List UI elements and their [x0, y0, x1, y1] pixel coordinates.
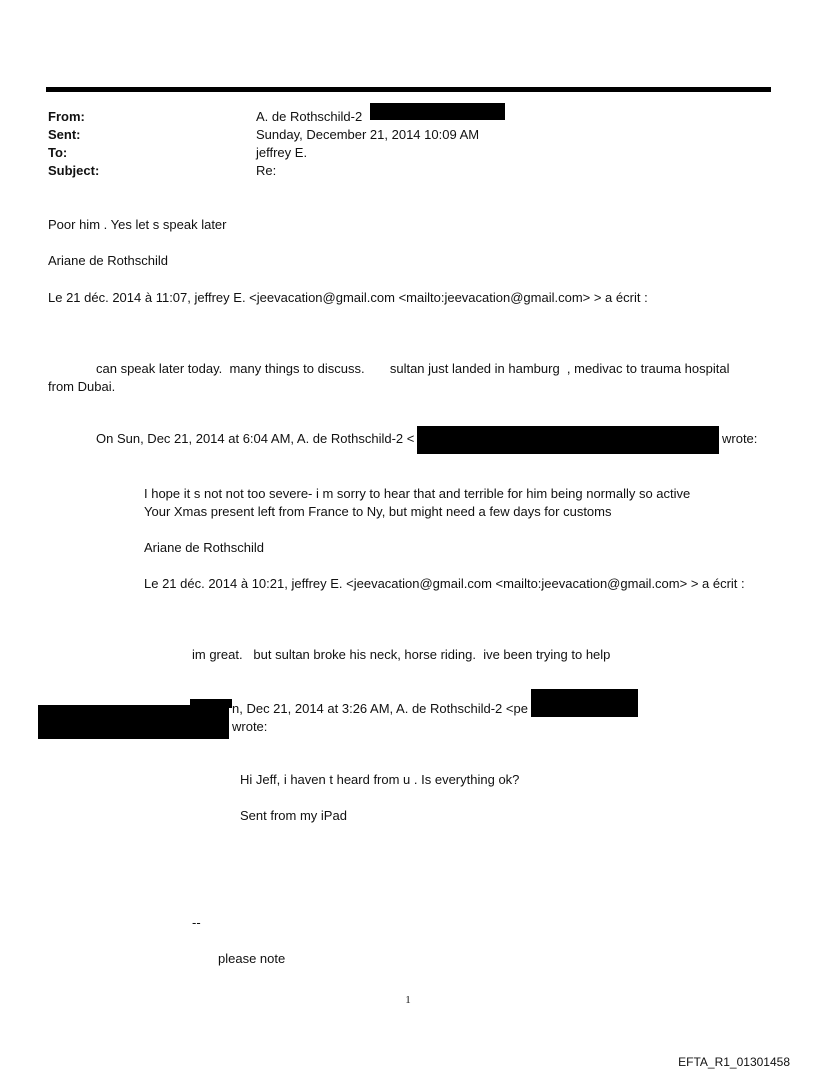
body-line: can speak later today. many things to discuss. sultan just landed in hamburg , medivac to trauma hospital — [96, 361, 730, 376]
quote-intro: Le 21 déc. 2014 à 11:07, jeffrey E. <jeevacation@gmail.com <mailto:jeevacation@gmail.com> > a écrit : — [48, 290, 648, 305]
sent-value: Sunday, December 21, 2014 10:09 AM — [256, 127, 480, 142]
quote-intro-end: wrote: — [722, 431, 758, 446]
subject-value: Re: — [256, 163, 277, 178]
redaction-box — [370, 103, 505, 120]
to-label: To: — [48, 145, 68, 160]
separator: -- — [192, 915, 201, 930]
header-rule — [46, 87, 771, 92]
subject-label: Subject: — [48, 163, 100, 178]
body-line: Sent from my iPad — [240, 808, 347, 823]
from-label: From: — [48, 109, 85, 124]
quote-intro: Le 21 déc. 2014 à 10:21, jeffrey E. <jeevacation@gmail.com <mailto:jeevacation@gmail.com> > a écrit : — [144, 576, 745, 591]
redaction-box — [38, 705, 229, 739]
signature: Ariane de Rothschild — [144, 540, 264, 555]
quote-intro-end: wrote: — [232, 719, 268, 734]
sent-label: Sent: — [48, 127, 81, 142]
body-line: Your Xmas present left from France to Ny, but might need a few days for customs — [144, 504, 612, 519]
body-line: Poor him . Yes let s speak later — [48, 217, 227, 232]
signature: Ariane de Rothschild — [48, 253, 168, 268]
body-line: from Dubai. — [48, 379, 116, 394]
page-number: 1 — [405, 994, 411, 1006]
body-line: I hope it s not not too severe- i m sorry to hear that and terrible for him being normally so active — [144, 486, 691, 501]
redaction-box — [417, 426, 719, 454]
body-line: im great. but sultan broke his neck, horse riding. ive been trying to help — [192, 647, 611, 662]
body-line: please note — [218, 951, 286, 966]
quote-intro: On Sun, Dec 21, 2014 at 6:04 AM, A. de Rothschild-2 < — [96, 431, 415, 446]
from-value: A. de Rothschild-2 — [256, 109, 363, 124]
redaction-box — [531, 689, 638, 717]
to-value: jeffrey E. — [256, 145, 308, 160]
body-line: Hi Jeff, i haven t heard from u . Is everything ok? — [240, 772, 520, 787]
quote-intro: n, Dec 21, 2014 at 3:26 AM, A. de Rothschild-2 <pe — [232, 701, 528, 716]
document-id: EFTA_R1_01301458 — [678, 1055, 790, 1069]
